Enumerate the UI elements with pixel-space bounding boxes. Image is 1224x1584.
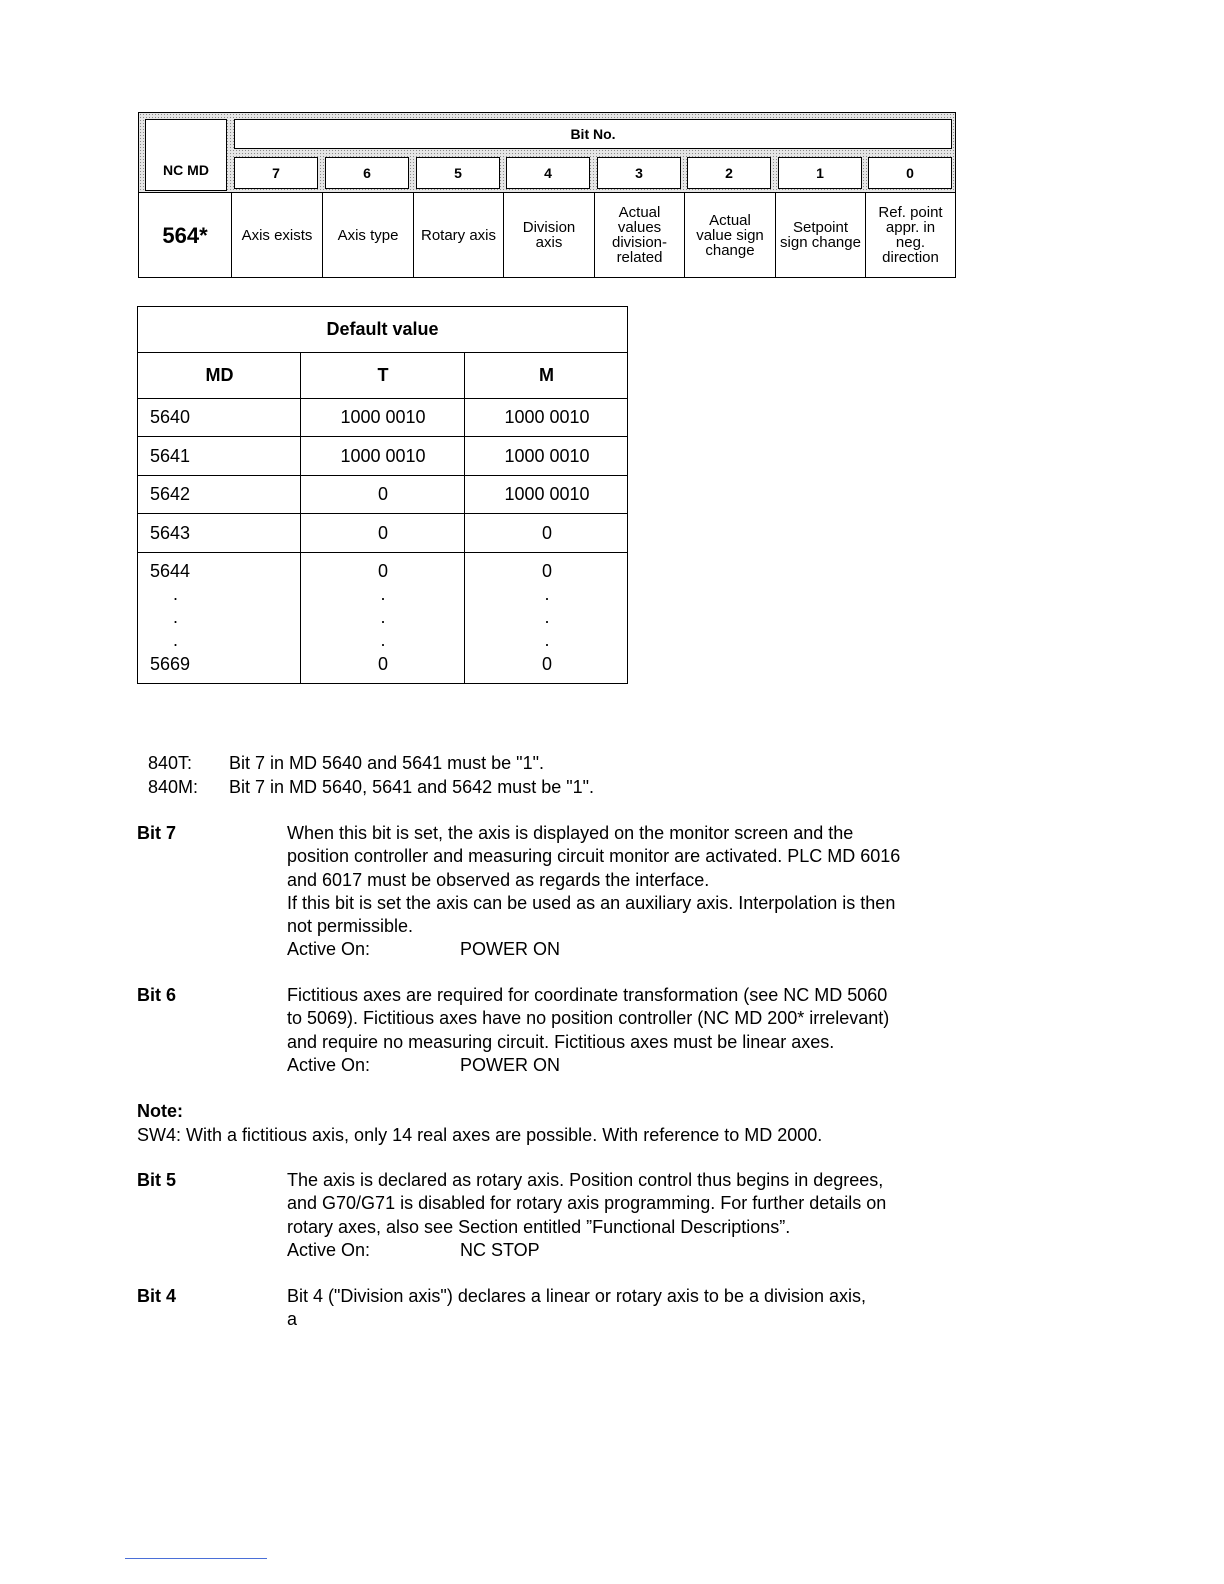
description-line: value sign [696, 226, 764, 244]
description-line: direction [882, 249, 939, 266]
description-line: appr. in [885, 219, 936, 236]
m-cell: 0 [541, 654, 552, 674]
bit-7-description [231, 193, 322, 277]
table-row [138, 399, 627, 437]
m-cell: 0 [541, 561, 552, 581]
bit-table-header [139, 113, 955, 193]
description-line: values [617, 219, 662, 236]
bit-0-description [865, 193, 955, 277]
nc-md-header: NC MD [145, 119, 227, 191]
md-cell: 5641 [150, 446, 191, 466]
bit-number-1: 1 [778, 157, 862, 189]
bit-number-7: 7 [234, 157, 318, 189]
description-lines [612, 205, 667, 265]
bit-number-5: 5 [416, 157, 500, 189]
md-cell: 5642 [150, 484, 191, 504]
description-line: Rotary axis [420, 226, 497, 244]
t-cell: 1000 0010 [340, 407, 426, 427]
bit-number-6: 6 [325, 157, 409, 189]
m-cell: 1000 0010 [504, 446, 590, 466]
active-on-line: Active On: POWER ON [287, 1054, 561, 1075]
description-line: Actual [709, 211, 751, 229]
note-840m-text: Bit 7 in MD 5640, 5641 and 5642 must be "1". [229, 777, 595, 797]
ellipsis-dot: . [380, 584, 386, 604]
bit-5-description-text: The axis is declared as rotary axis. Position control thus begins in degrees, and G70/G71 is disabled for rotary axis programming. For further details on rotary axes, also see Section entitled ”Functional Descriptions”. Active On: NC STOP [287, 1169, 886, 1262]
description-line: Axis type [337, 226, 399, 244]
description-lines [878, 205, 942, 265]
ellipsis-dot: . [380, 630, 386, 650]
bit-6-description-text: Fictitious axes are required for coordinate transformation (see NC MD 5060 to 5069). Fictitious axes have no position controller (NC MD 200* irrelevant) and require no measuring circuit. Fictitious axes must be linear axes. Active On: POWER ON [287, 984, 889, 1077]
bit-number-0: 0 [868, 157, 952, 189]
ellipsis-dot: . [173, 584, 179, 604]
md-cell: 5640 [150, 407, 191, 427]
bit-2-description [684, 193, 775, 277]
description-line: division- [611, 234, 668, 251]
description-line: related [616, 249, 663, 266]
active-on-line: Active On: NC STOP [287, 1239, 540, 1260]
note-text: SW4: With a fictitious axis, only 14 real axes are possible. With reference to MD 2000. [137, 1125, 823, 1145]
description-line: Division [522, 219, 576, 236]
md-number: 564* [162, 222, 208, 248]
bit-number-2: 2 [687, 157, 771, 189]
description-line: neg. [895, 234, 926, 251]
description-lines [696, 213, 764, 258]
bit-7-heading: Bit 7 [137, 823, 177, 843]
column-t: T [301, 353, 465, 399]
md-cell: 5669 [150, 654, 191, 674]
description-line: axis [535, 234, 563, 251]
description-line: Actual [618, 204, 661, 221]
bit-5-description [413, 193, 503, 277]
description-line: sign change [780, 234, 861, 251]
m-cell: 1000 0010 [504, 407, 590, 427]
bit-4-description [503, 193, 594, 277]
column-m: M [465, 353, 628, 399]
column-md: MD [138, 353, 301, 399]
description-lines [780, 220, 861, 250]
bit-3-description [594, 193, 684, 277]
description-line: change [705, 241, 755, 259]
bit-number-3: 3 [597, 157, 681, 189]
description-line: Axis exists [241, 226, 313, 244]
footer-divider [125, 1558, 267, 1559]
ellipsis-dot: . [173, 630, 179, 650]
bit-assignment-table [138, 112, 956, 278]
t-cell: 0 [377, 654, 388, 674]
note-840t-text: Bit 7 in MD 5640 and 5641 must be "1". [229, 753, 544, 773]
bit-6-heading: Bit 6 [137, 985, 177, 1005]
t-cell: 0 [377, 523, 388, 543]
ellipsis-dot: . [544, 630, 550, 650]
bit-description-row [139, 193, 955, 277]
ellipsis-dot: . [544, 607, 550, 627]
table-row [138, 438, 627, 476]
bit-1-description [775, 193, 865, 277]
note-heading: Note: [137, 1101, 183, 1121]
m-cell: 1000 0010 [504, 484, 590, 504]
bit-no-header: Bit No. [234, 119, 952, 149]
bit-5-heading: Bit 5 [137, 1170, 177, 1190]
t-cell: 0 [377, 484, 388, 504]
t-cell: 0 [377, 561, 388, 581]
bit-7-description-text: When this bit is set, the axis is displayed on the monitor screen and the position controller and measuring circuit monitor are activated. PLC MD 6016 and 6017 must be observed as regards the interface. If this bit is set the axis can be used as an auxiliary axis. Interpolation is then not permissible. Active On: POWER ON [287, 822, 900, 962]
description-lines [242, 228, 313, 243]
active-on-line: Active On: POWER ON [287, 939, 561, 960]
note-840t-label: 840T: [148, 753, 193, 773]
bit-6-description [322, 193, 413, 277]
description-lines [421, 228, 496, 243]
md-cell: 5643 [150, 523, 191, 543]
ellipsis-dot: . [544, 584, 550, 604]
m-cell: 0 [541, 523, 552, 543]
ellipsis-dot: . [173, 607, 179, 627]
description-line: Ref. point [878, 204, 943, 221]
description-lines [523, 220, 576, 250]
table-row-range [138, 554, 627, 684]
bit-4-description-text: Bit 4 ("Division axis") declares a linear or rotary axis to be a division axis, a [287, 1286, 867, 1330]
bit-4-heading: Bit 4 [137, 1286, 177, 1306]
note-840m-label: 840M: [148, 777, 199, 797]
description-lines [338, 228, 399, 243]
bit-number-4: 4 [506, 157, 590, 189]
description-line: Setpoint [792, 219, 849, 236]
ellipsis-dot: . [380, 607, 386, 627]
table-row [138, 515, 627, 553]
md-cell: 5644 [150, 561, 191, 581]
default-value-table [137, 306, 628, 684]
default-value-title: Default value [138, 307, 627, 353]
table-row [138, 476, 627, 514]
t-cell: 1000 0010 [340, 446, 426, 466]
